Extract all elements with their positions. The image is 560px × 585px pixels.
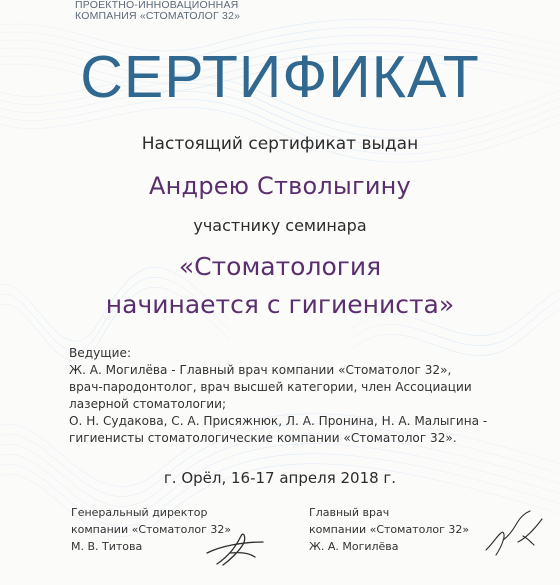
hosts-section [69, 345, 499, 447]
hosts-line-5: гигиенисты стоматологические компании «Стоматолог 32». [69, 431, 457, 445]
hosts-line-1: Ж. А. Могилёва - Главный врач компании «Стоматолог 32», [69, 363, 452, 377]
seminar-title-line-2: начинается с гигиениста» [105, 290, 455, 319]
hosts-line-3: лазерной стоматологии; [69, 397, 227, 411]
hosts-label: Ведущие: [69, 346, 132, 360]
company-line-2: КОМПАНИЯ «СТОМАТОЛОГ 32» [75, 10, 241, 22]
left-signatory-name: М. В. Титова [71, 540, 143, 553]
left-signatory-role-line-1: Генеральный директор [71, 506, 208, 519]
issued-text: Настоящий сертификат выдан [141, 134, 419, 154]
company-header [75, 0, 305, 22]
hosts-line-2: врач-пародонтолог, врач высшей категории, член Ассоциации [69, 380, 472, 394]
certificate-title: СЕРТИФИКАТ [80, 44, 480, 110]
right-signatory-name: Ж. А. Могилёва [309, 540, 399, 553]
right-signatory [309, 504, 469, 555]
hosts-line-4: О. Н. Судакова, С. А. Присяжнюк, Л. А. Пронина, Н. А. Малыгина - [69, 414, 488, 428]
right-signatory-role-line-1: Главный врач [309, 506, 390, 519]
left-signatory-role-line-2: компании «Стоматолог 32» [71, 523, 232, 536]
right-signatory-role-line-2: компании «Стоматолог 32» [309, 523, 470, 536]
company-line-1: ПРОЕКТНО-ИННОВАЦИОННАЯ [75, 0, 239, 11]
place-date: г. Орёл, 16-17 апреля 2018 г. [163, 469, 397, 487]
recipient-name: Андрею Стволыгину [149, 172, 411, 200]
participant-text: участнику семинара [193, 216, 367, 235]
seminar-title-line-1: «Стоматология [178, 252, 382, 281]
left-signatory [71, 504, 231, 555]
right-handwritten-signature [478, 505, 548, 560]
